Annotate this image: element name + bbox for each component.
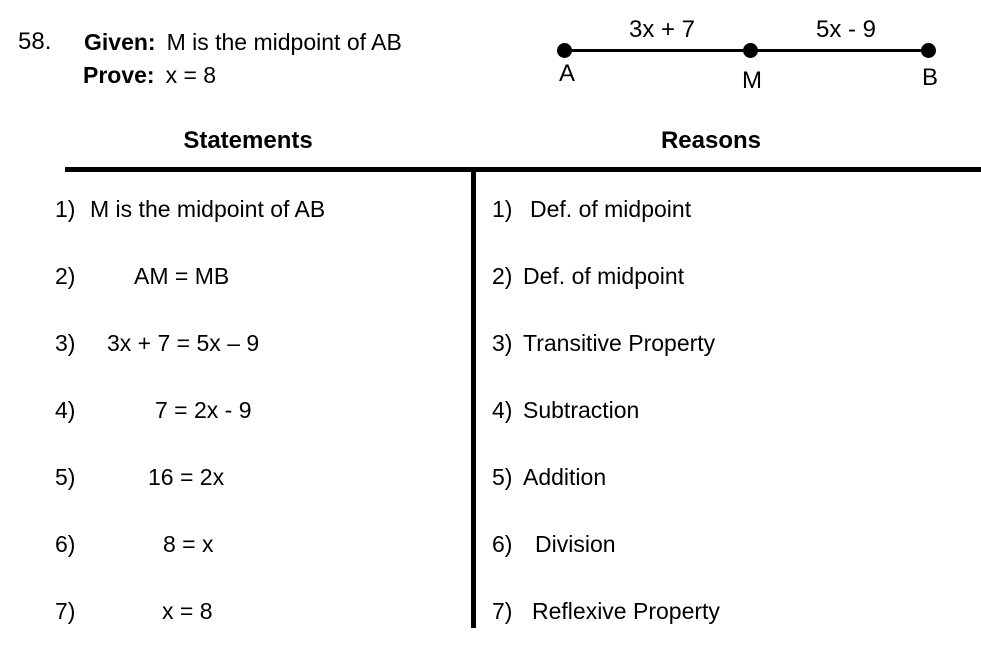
statement-number: 1)	[55, 196, 76, 222]
reason-text: Division	[535, 531, 616, 557]
reason-text: Def. of midpoint	[523, 263, 685, 289]
statement-text: AM = MB	[134, 263, 230, 289]
reasons-header: Reasons	[660, 127, 762, 154]
statements-header: Statements	[183, 127, 313, 154]
point-dot-a	[557, 43, 572, 58]
statement-number: 6)	[55, 531, 76, 557]
reason-number: 5)	[492, 464, 513, 490]
reason-text: Addition	[523, 464, 607, 490]
given-line	[84, 28, 402, 56]
reason-number: 7)	[492, 598, 513, 624]
table-row	[0, 530, 981, 560]
statement-number: 7)	[55, 598, 76, 624]
given-text: M is the midpoint of AB	[166, 29, 402, 55]
point-dot-m	[743, 43, 758, 58]
point-dot-b	[921, 43, 936, 58]
reason-number: 3)	[492, 330, 513, 356]
segment-label-right: 5x - 9	[815, 16, 877, 43]
statement-text: 16 = 2x	[148, 464, 225, 490]
segment-label-left: 3x + 7	[628, 16, 696, 43]
reason-number: 2)	[492, 263, 513, 289]
prove-text: x = 8	[165, 62, 217, 88]
table-row	[0, 195, 981, 225]
reason-text: Transitive Property	[523, 330, 716, 356]
statement-number: 3)	[55, 330, 76, 356]
statement-text: x = 8	[162, 598, 213, 624]
prove-line	[83, 61, 216, 89]
reason-number: 4)	[492, 397, 513, 423]
point-label-a: A	[559, 60, 576, 87]
statement-text: 7 = 2x - 9	[155, 397, 252, 423]
statement-number: 4)	[55, 397, 76, 423]
prove-label: Prove:	[83, 62, 155, 88]
statement-text: 8 = x	[163, 531, 214, 557]
reason-number: 1)	[492, 196, 513, 222]
statement-number: 5)	[55, 464, 76, 490]
table-row	[0, 262, 981, 292]
reason-number: 6)	[492, 531, 513, 557]
table-row	[0, 396, 981, 426]
reason-text: Def. of midpoint	[530, 196, 692, 222]
statement-text: M is the midpoint of AB	[90, 196, 326, 222]
table-row	[0, 597, 981, 627]
statement-number: 2)	[55, 263, 76, 289]
header-rule	[65, 167, 981, 172]
reason-text: Reflexive Property	[532, 598, 720, 624]
problem-number: 58.	[18, 28, 52, 55]
reason-text: Subtraction	[523, 397, 640, 423]
point-label-m: M	[742, 67, 762, 94]
table-row	[0, 329, 981, 359]
table-row	[0, 463, 981, 493]
point-label-b: B	[922, 64, 939, 91]
given-label: Given:	[84, 29, 156, 55]
statement-text: 3x + 7 = 5x – 9	[107, 330, 260, 356]
